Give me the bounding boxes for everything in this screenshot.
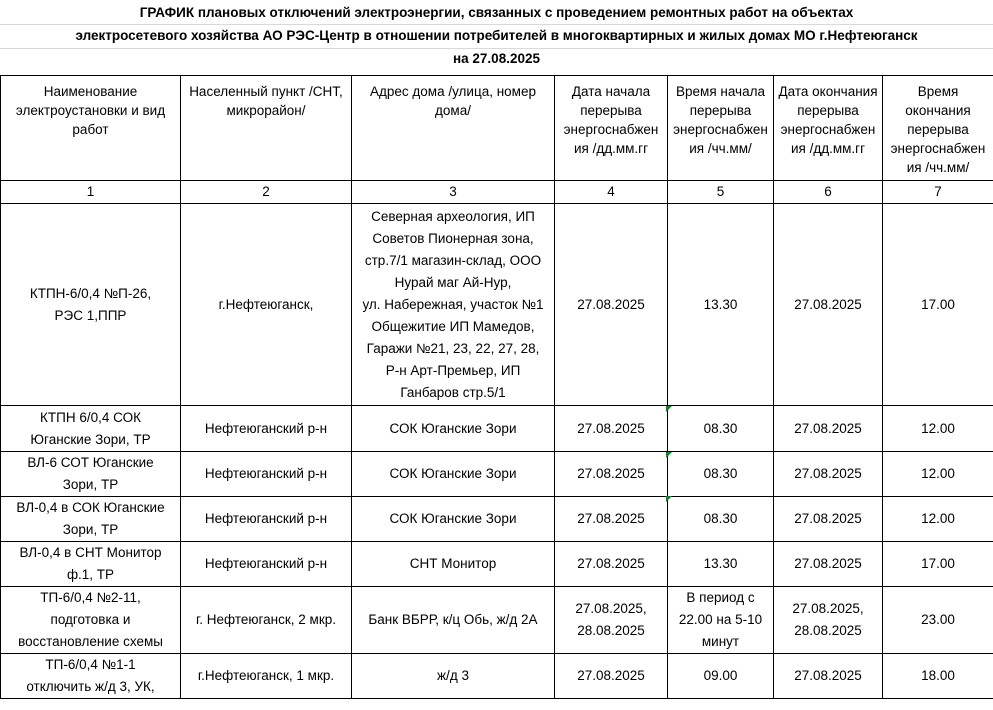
locality-cell[interactable] bbox=[181, 654, 352, 699]
time-end-cell[interactable] bbox=[883, 497, 993, 542]
grid-line bbox=[0, 24, 993, 25]
column-header[interactable] bbox=[668, 76, 774, 181]
cell-text-line: микрорайон/ bbox=[226, 103, 306, 118]
date-end-cell[interactable] bbox=[774, 497, 883, 542]
column-header[interactable] bbox=[555, 76, 668, 181]
date-end-cell[interactable] bbox=[774, 654, 883, 699]
time-end-cell[interactable] bbox=[883, 654, 993, 699]
title-line-1: ГРАФИК плановых отключений электроэнергии, связанных с проведением ремонтных работ на объектах bbox=[139, 5, 854, 20]
date-start-cell[interactable] bbox=[555, 406, 668, 452]
locality-cell[interactable] bbox=[181, 452, 352, 497]
locality-cell[interactable] bbox=[181, 204, 352, 406]
date-end-cell[interactable] bbox=[774, 406, 883, 452]
cell-text-line: восстановление схемы bbox=[18, 634, 163, 649]
cell-text-line: Р-н Арт-Премьер, ИП bbox=[385, 362, 521, 378]
cell-text-line: КТПН 6/0,4 СОК bbox=[40, 409, 141, 425]
table-row bbox=[1, 406, 993, 452]
comment-marker[interactable] bbox=[666, 496, 672, 502]
cell-text-line: СОК Юганские Зори bbox=[389, 511, 517, 526]
column-number-cell[interactable]: 1 bbox=[1, 181, 181, 204]
cell-text-line: окончания bbox=[905, 103, 971, 118]
date-start-cell[interactable] bbox=[555, 654, 668, 699]
cell-text-line: 22.00 на 5-10 bbox=[678, 612, 763, 627]
cell-text-line: энергоснабжен bbox=[780, 122, 876, 137]
cell-text-line: Дата окончания bbox=[778, 84, 878, 99]
time-start-cell[interactable] bbox=[668, 654, 774, 699]
cell-text-line: ия /чч.мм/ bbox=[689, 141, 752, 156]
cell-text-line: 27.08.2025, bbox=[792, 601, 864, 616]
date-start-cell[interactable] bbox=[555, 587, 668, 654]
time-end-cell[interactable] bbox=[883, 587, 993, 654]
cell-text-line: перерыва bbox=[907, 122, 969, 137]
cell-text-line: ВЛ-6 СОТ Юганские bbox=[27, 455, 154, 470]
address-cell[interactable] bbox=[352, 542, 555, 587]
cell-text-line: ТП-6/0,4 №2-11, bbox=[40, 590, 141, 605]
column-number-cell[interactable]: 5 bbox=[668, 181, 774, 204]
date-start-cell[interactable] bbox=[555, 204, 668, 406]
date-end-cell[interactable] bbox=[774, 452, 883, 497]
cell-text-line: ж/д 3 bbox=[437, 668, 469, 683]
locality-cell[interactable] bbox=[181, 406, 352, 452]
cell-text-line: Дата начала bbox=[571, 84, 651, 99]
cell-text-line: Наименование bbox=[43, 84, 138, 99]
cell-text-line: энергоснабжен bbox=[890, 141, 986, 156]
date-end-cell[interactable] bbox=[774, 204, 883, 406]
time-end-cell[interactable] bbox=[883, 406, 993, 452]
cell-text-line: 27.08.2025 bbox=[577, 668, 645, 683]
cell-text-line: 27.08.2025 bbox=[577, 466, 645, 481]
column-header[interactable] bbox=[774, 76, 883, 181]
schedule-table bbox=[0, 75, 993, 699]
cell-text-line: Населенный пункт /СНТ, bbox=[189, 84, 343, 99]
column-header[interactable] bbox=[883, 76, 993, 181]
column-number-cell[interactable]: 2 bbox=[181, 181, 352, 204]
cell-text-line: Юганские Зори, ТР bbox=[30, 431, 151, 447]
cell-text-line: 28.08.2025 bbox=[794, 623, 862, 638]
header-row bbox=[1, 76, 993, 181]
cell-text-line: 27.08.2025 bbox=[577, 420, 645, 436]
comment-marker[interactable] bbox=[666, 452, 672, 458]
installation-cell[interactable] bbox=[1, 542, 181, 587]
table-row bbox=[1, 587, 993, 654]
address-cell[interactable] bbox=[352, 204, 555, 406]
time-end-cell[interactable] bbox=[883, 542, 993, 587]
cell-text-line: 27.08.2025 bbox=[794, 556, 862, 571]
cell-text-line: ия /чч.мм/ bbox=[906, 160, 970, 175]
time-start-cell[interactable] bbox=[668, 406, 774, 452]
cell-text-line: Нурай маг Ай-Нур, bbox=[394, 274, 512, 290]
cell-text-line: энергоснабжен bbox=[563, 122, 659, 137]
time-start-cell[interactable] bbox=[668, 497, 774, 542]
address-cell[interactable] bbox=[352, 452, 555, 497]
locality-cell[interactable] bbox=[181, 587, 352, 654]
cell-text-line: РЭС 1,ППР bbox=[54, 307, 127, 323]
cell-text-line: Время bbox=[917, 84, 959, 99]
column-number-cell[interactable]: 3 bbox=[352, 181, 555, 204]
column-header[interactable] bbox=[352, 76, 555, 181]
cell-text-line: ТП-6/0,4 №1-1 bbox=[45, 657, 136, 672]
cell-text-line: отключить ж/д 3, УК, bbox=[26, 679, 155, 694]
cell-text-line: 13.30 bbox=[703, 296, 738, 312]
cell-text-line: Общежитие ИП Мамедов, bbox=[371, 318, 535, 334]
column-number-row bbox=[1, 181, 993, 204]
cell-text-line: Нефтеюганский р-н bbox=[204, 556, 328, 571]
cell-text-line: 27.08.2025 bbox=[577, 556, 645, 571]
address-cell[interactable] bbox=[352, 406, 555, 452]
cell-text-line: перерыва bbox=[580, 103, 642, 118]
installation-cell[interactable] bbox=[1, 587, 181, 654]
cell-text-line: ия /дд.мм.гг bbox=[790, 141, 866, 156]
cell-text-line: 27.08.2025 bbox=[794, 466, 862, 481]
title-line-2: электросетевого хозяйства АО РЭС-Центр в отношении потребителей в многоквартирных и жилых домах МО г.Нефтеюганск bbox=[75, 28, 918, 43]
cell-text-line: перерыва bbox=[689, 103, 752, 118]
time-start-cell[interactable] bbox=[668, 587, 774, 654]
cell-text-line: ул. Набережная, участок №1 bbox=[362, 296, 544, 312]
cell-text-line: 27.08.2025, bbox=[575, 601, 647, 616]
cell-text-line: Советов Пионерная зона, bbox=[372, 230, 534, 246]
column-number-cell[interactable]: 6 bbox=[774, 181, 883, 204]
cell-text-line: работ bbox=[72, 122, 109, 137]
installation-cell[interactable] bbox=[1, 654, 181, 699]
cell-text-line: минут bbox=[701, 634, 740, 649]
cell-text-line: Адрес дома /улица, номер bbox=[370, 84, 536, 99]
installation-cell[interactable] bbox=[1, 406, 181, 452]
cell-text-line: Нефтеюганский р-н bbox=[204, 420, 328, 436]
column-header[interactable] bbox=[1, 76, 181, 181]
cell-text-line: КТПН-6/0,4 №П-26, bbox=[29, 285, 152, 301]
date-start-cell[interactable] bbox=[555, 497, 668, 542]
cell-text-line: Зори, ТР bbox=[62, 477, 119, 492]
cell-text-line: 27.08.2025 bbox=[794, 511, 862, 526]
cell-text-line: 23.00 bbox=[921, 612, 955, 627]
title-line-3: на 27.08.2025 bbox=[453, 51, 540, 66]
cell-text-line: СНТ Монитор bbox=[409, 556, 497, 571]
cell-text-line: перерыва bbox=[797, 103, 859, 118]
cell-text-line: 13.30 bbox=[703, 556, 738, 571]
cell-text-line: 27.08.2025 bbox=[577, 511, 645, 526]
column-number-cell[interactable]: 4 bbox=[555, 181, 668, 204]
address-cell[interactable] bbox=[352, 497, 555, 542]
cell-text-line: 27.08.2025 bbox=[794, 420, 862, 436]
cell-text-line: Северная археология, ИП bbox=[371, 208, 535, 224]
table-row bbox=[1, 204, 993, 406]
time-end-cell[interactable] bbox=[883, 452, 993, 497]
date-start-cell[interactable] bbox=[555, 452, 668, 497]
cell-text-line: 08.30 bbox=[703, 420, 738, 436]
cell-text-line: 12.00 bbox=[921, 511, 955, 526]
cell-text-line: г.Нефтеюганск, bbox=[218, 296, 314, 312]
cell-text-line: подготовка и bbox=[50, 612, 131, 627]
cell-text-line: 27.08.2025 bbox=[577, 296, 645, 312]
grid-line bbox=[0, 48, 993, 49]
locality-cell[interactable] bbox=[181, 542, 352, 587]
installation-cell[interactable] bbox=[1, 204, 181, 406]
cell-text-line: 17.00 bbox=[921, 556, 955, 571]
address-cell[interactable] bbox=[352, 587, 555, 654]
cell-text-line: электроустановки и вид bbox=[15, 103, 166, 118]
cell-text-line: Зори, ТР bbox=[62, 522, 119, 537]
cell-text-line: г.Нефтеюганск, 1 мкр. bbox=[197, 668, 335, 683]
cell-text-line: 09.00 bbox=[703, 668, 738, 683]
cell-text-line: Банк ВБРР, к/ц Обь, ж/д 2А bbox=[368, 612, 538, 627]
cell-text-line: ВЛ-0,4 в СОК Юганские bbox=[16, 500, 165, 515]
cell-text-line: СОК Юганские Зори bbox=[389, 420, 517, 436]
cell-text-line: ВЛ-0,4 в СНТ Монитор bbox=[19, 545, 162, 560]
cell-text-line: Время начала bbox=[676, 84, 765, 99]
cell-text-line: 08.30 bbox=[703, 466, 738, 481]
cell-text-line: 27.08.2025 bbox=[794, 668, 862, 683]
installation-cell[interactable] bbox=[1, 452, 181, 497]
cell-text-line: г. Нефтеюганск, 2 мкр. bbox=[196, 612, 336, 627]
cell-text-line: Ганбаров стр.5/1 bbox=[400, 384, 506, 400]
locality-cell[interactable] bbox=[181, 497, 352, 542]
cell-text-line: Нефтеюганский р-н bbox=[204, 511, 328, 526]
cell-text-line: 12.00 bbox=[921, 466, 955, 481]
cell-text-line: 12.00 bbox=[921, 420, 955, 436]
table-row bbox=[1, 452, 993, 497]
cell-text-line: СОК Юганские Зори bbox=[389, 466, 517, 481]
cell-text-line: стр.7/1 магазин-склад, ООО bbox=[364, 252, 542, 268]
time-end-cell[interactable] bbox=[883, 204, 993, 406]
time-start-cell[interactable] bbox=[668, 204, 774, 406]
cell-text-line: 27.08.2025 bbox=[794, 296, 862, 312]
address-cell[interactable] bbox=[352, 654, 555, 699]
table-row bbox=[1, 542, 993, 587]
cell-text-line: ф.1, ТР bbox=[66, 567, 115, 582]
cell-text-line: 18.00 bbox=[921, 668, 955, 683]
date-end-cell[interactable] bbox=[774, 587, 883, 654]
cell-text-line: 28.08.2025 bbox=[577, 623, 645, 638]
column-number-cell[interactable]: 7 bbox=[883, 181, 993, 204]
cell-text-line: ия /дд.мм.гг bbox=[573, 141, 649, 156]
cell-text-line: Нефтеюганский р-н bbox=[204, 466, 328, 481]
date-start-cell[interactable] bbox=[555, 542, 668, 587]
table-row bbox=[1, 497, 993, 542]
cell-text-line: Гаражи №21, 23, 22, 27, 28, bbox=[366, 340, 540, 356]
comment-marker[interactable] bbox=[666, 406, 672, 412]
table-row bbox=[1, 654, 993, 699]
installation-cell[interactable] bbox=[1, 497, 181, 542]
cell-text-line: В период с bbox=[686, 590, 755, 605]
cell-text-line: энергоснабжен bbox=[673, 122, 768, 137]
cell-text-line: дома/ bbox=[435, 103, 471, 118]
column-header[interactable] bbox=[181, 76, 352, 181]
time-start-cell[interactable] bbox=[668, 452, 774, 497]
time-start-cell[interactable] bbox=[668, 542, 774, 587]
cell-text-line: 17.00 bbox=[921, 296, 955, 312]
date-end-cell[interactable] bbox=[774, 542, 883, 587]
cell-text-line: 08.30 bbox=[703, 511, 738, 526]
